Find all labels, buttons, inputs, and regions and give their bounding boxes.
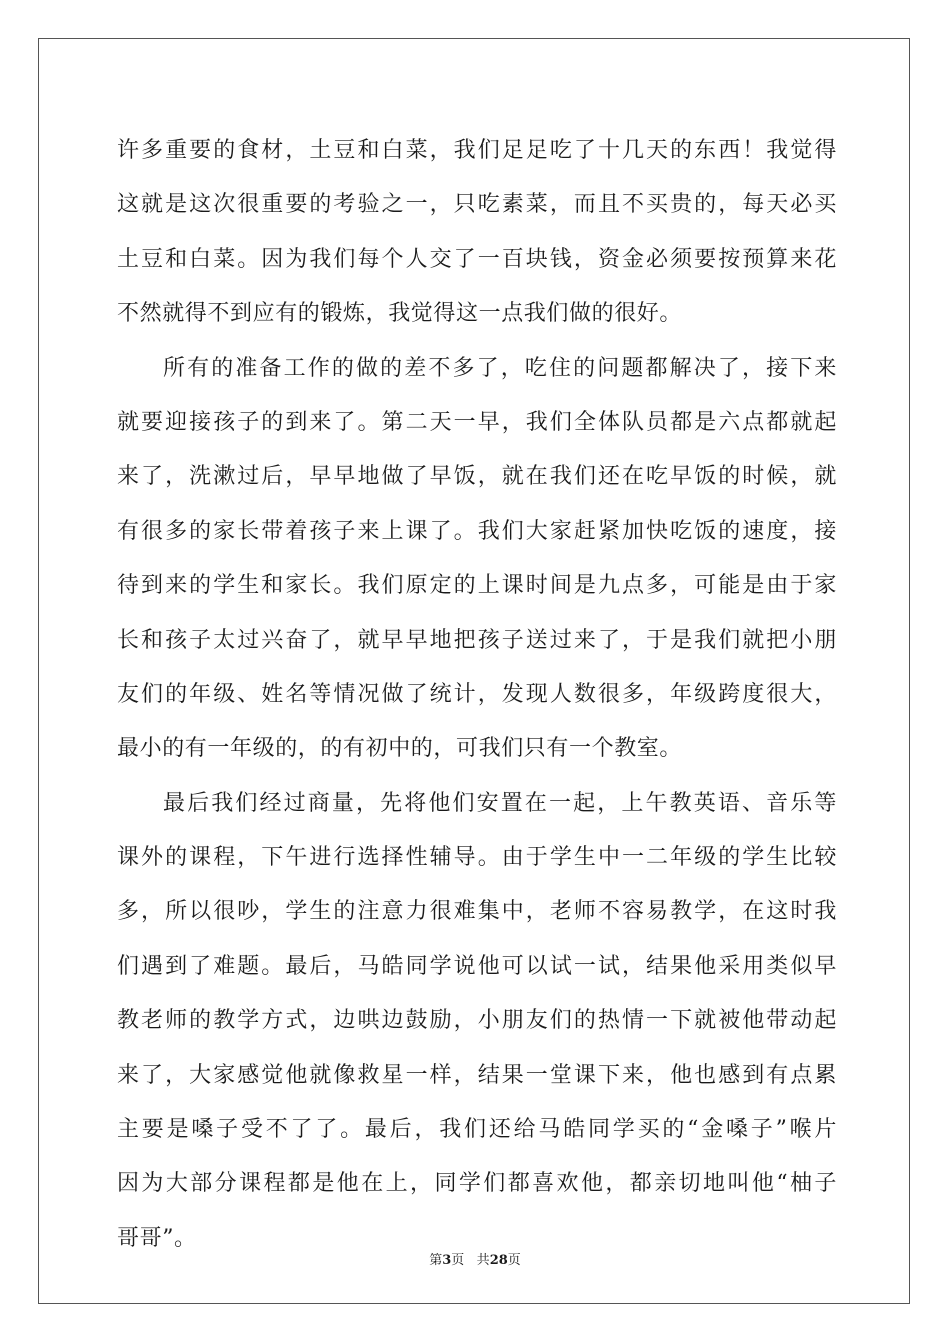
text-line: 友们的年级、姓名等情况做了统计，发现人数很多，年级跨度很大， [117,681,837,707]
text-line: 教老师的教学方式，边哄边鼓励，小朋友们的热情一下就被他带动起 [117,1008,837,1034]
text-line: 所有的准备工作的做的差不多了，吃住的问题都解决了，接下来 [163,355,837,381]
text-line: 待到来的学生和家长。我们原定的上课时间是九点多，可能是由于家 [117,573,837,599]
text-line: 长和孩子太过兴奋了，就早早地把孩子送过来了，于是我们就把小朋 [117,627,837,653]
total-suffix: 页 [507,1253,521,1268]
text-line: 来了，洗漱过后，早早地做了早饭，就在我们还在吃早饭的时候，就 [117,464,837,490]
text-line: 土豆和白菜。因为我们每个人交了一百块钱，资金必须要按预算来花 [117,246,837,272]
text-line: 最后我们经过商量，先将他们安置在一起，上午教英语、音乐等 [163,790,837,816]
text-line: 多，所以很吵，学生的注意力很难集中，老师不容易教学，在这时我 [117,899,837,925]
text-line: 哥哥”。 [117,1225,197,1251]
text-line: 课外的课程，下午进行选择性辅导。由于学生中一二年级的学生比较 [117,845,837,871]
page-footer [0,1249,950,1268]
page-prefix: 第 [429,1253,443,1268]
text-line: 来了，大家感觉他就像救星一样，结果一堂课下来，他也感到有点累 [117,1062,837,1088]
document-body [117,124,837,1266]
text-line: 们遇到了难题。最后，马皓同学说他可以试一试，结果他采用类似早 [117,953,837,979]
text-line: 因为大部分课程都是他在上，同学们都喜欢他，都亲切地叫他“柚子 [117,1171,837,1197]
text-line: 有很多的家长带着孩子来上课了。我们大家赶紧加快吃饭的速度，接 [117,518,837,544]
total-prefix: 共 [476,1253,490,1268]
text-line: 这就是这次很重要的考验之一，只吃素菜，而且不买贵的，每天必买 [117,192,837,218]
page-suffix: 页 [451,1253,465,1268]
text-line: 最小的有一年级的，的有初中的，可我们只有一个教室。 [117,736,683,762]
text-line: 不然就得不到应有的锻炼，我觉得这一点我们做的很好。 [117,301,683,327]
text-line: 许多重要的食材，土豆和白菜，我们足足吃了十几天的东西！我觉得 [117,138,837,163]
total-pages: 28 [489,1253,508,1268]
text-line: 就要迎接孩子的到来了。第二天一早，我们全体队员都是六点都就起 [117,409,837,435]
text-line: 主要是嗓子受不了了。最后，我们还给马皓同学买的“金嗓子”喉片 [117,1117,837,1143]
page-number: 3 [442,1253,452,1268]
